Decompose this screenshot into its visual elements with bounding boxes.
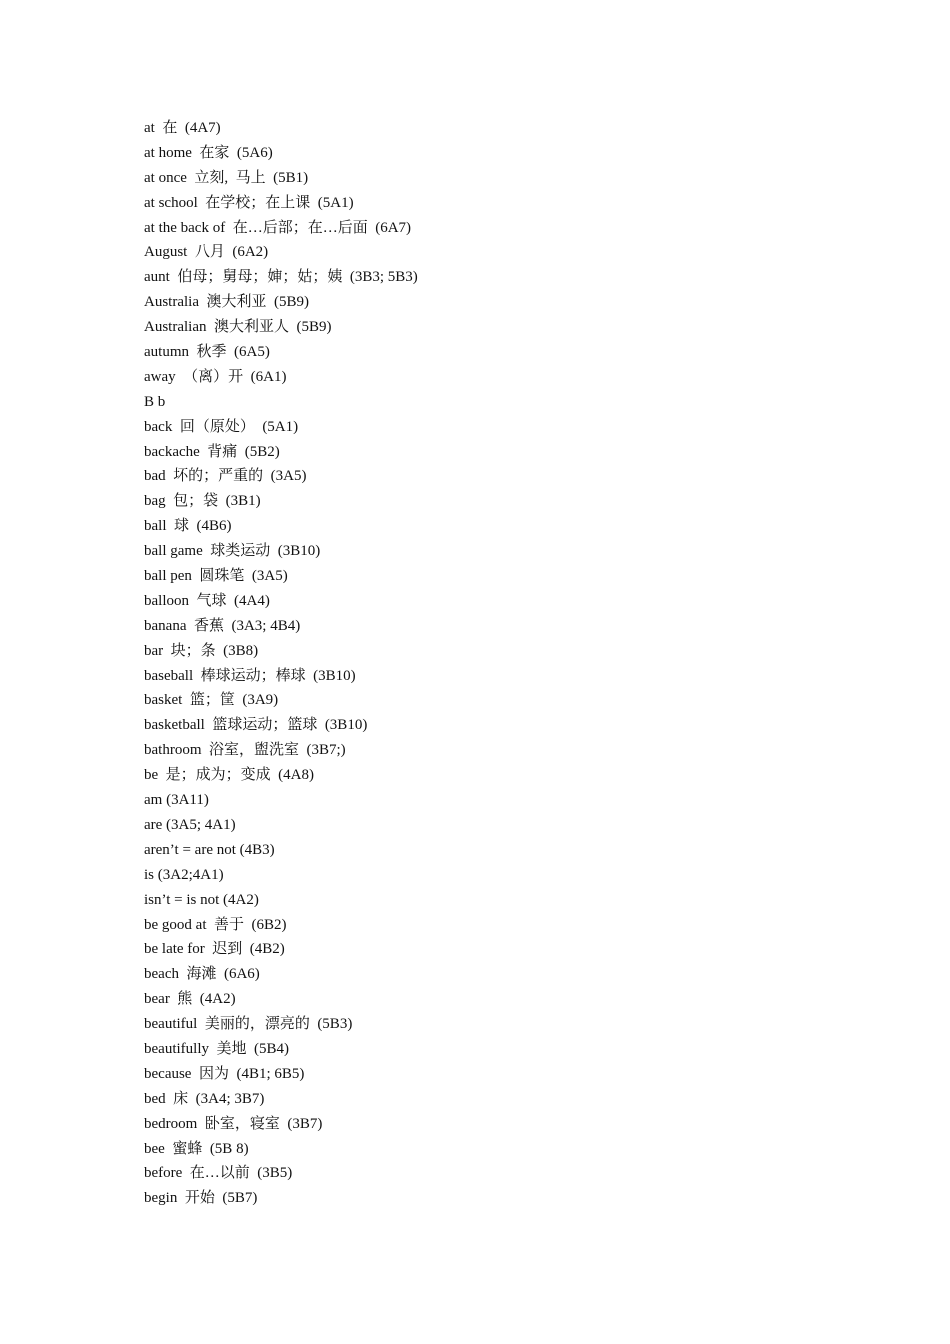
vocab-entry: Australia 澳大利亚 (5B9) (144, 294, 309, 311)
vocab-entry: back 回（原处） (5A1) (144, 418, 299, 435)
vocab-entry: bag 包；袋 (3B1) (144, 493, 261, 510)
vocab-entry: at home 在家 (5A6) (144, 144, 273, 161)
vocab-entry: are (3A5; 4A1) (144, 816, 236, 833)
vocab-entry: am (3A11) (144, 792, 209, 809)
vocab-entry: Australian 澳大利亚人 (5B9) (144, 319, 332, 336)
vocab-entry: balloon 气球 (4A4) (144, 592, 270, 609)
vocab-entry: aren’t = are not (4B3) (144, 841, 275, 858)
vocab-entry: bar 块；条 (3B8) (144, 642, 259, 659)
vocab-entry: at school 在学校；在上课 (5A1) (144, 194, 354, 211)
vocab-entry: autumn 秋季 (6A5) (144, 344, 270, 361)
vocab-entry: bee 蜜蜂 (5B 8) (144, 1140, 249, 1157)
vocab-entry: beautifully 美地 (5B4) (144, 1040, 289, 1057)
vocab-entry: away （离）开 (6A1) (144, 368, 287, 385)
vocab-entry: bad 坏的；严重的 (3A5) (144, 468, 307, 485)
vocab-entry: is (3A2;4A1) (144, 866, 224, 883)
vocab-entry: beach 海滩 (6A6) (144, 966, 260, 983)
vocab-entry: at 在 (4A7) (144, 120, 221, 136)
vocab-entry: be good at 善于 (6B2) (144, 916, 287, 933)
vocab-entry: basket 篮；筐 (3A9) (144, 692, 279, 709)
vocab-entry: backache 背痛 (5B2) (144, 443, 280, 460)
vocab-entry: at the back of 在…后部；在…后面 (6A7) (144, 219, 412, 236)
vocab-entry: basketball 篮球运动；篮球 (3B10) (144, 717, 368, 734)
vocabulary-list (144, 116, 904, 1211)
vocab-entry: banana 香蕉 (3A3; 4B4) (144, 617, 301, 634)
vocab-entry: ball game 球类运动 (3B10) (144, 543, 321, 560)
vocab-entry: bedroom 卧室，寝室 (3B7) (144, 1115, 323, 1132)
vocab-entry: be 是；成为；变成 (4A8) (144, 767, 314, 784)
vocab-entry: isn’t = is not (4A2) (144, 891, 259, 908)
vocab-entry: be late for 迟到 (4B2) (144, 941, 285, 958)
vocab-entry: August 八月 (6A2) (144, 244, 269, 261)
vocab-entry: ball pen 圆珠笔 (3A5) (144, 568, 288, 585)
vocab-entry: because 因为 (4B1; 6B5) (144, 1065, 305, 1082)
vocab-entry: aunt 伯母；舅母；婶；姑；姨 (3B3; 5B3) (144, 269, 418, 286)
vocab-entry: at once 立刻, 马上 (5B1) (144, 169, 309, 186)
vocab-entry: beautiful 美丽的，漂亮的 (5B3) (144, 1016, 353, 1033)
vocab-entry: bear 熊 (4A2) (144, 991, 236, 1008)
section-heading-b: B b (144, 393, 166, 410)
vocab-entry: before 在…以前 (3B5) (144, 1165, 293, 1182)
vocab-entry: baseball 棒球运动；棒球 (3B10) (144, 667, 356, 684)
vocab-entry: bathroom 浴室，盥洗室 (3B7;) (144, 742, 346, 759)
vocab-entry: begin 开始 (5B7) (144, 1190, 258, 1207)
vocab-entry: ball 球 (4B6) (144, 518, 232, 535)
vocab-entry: bed 床 (3A4; 3B7) (144, 1090, 265, 1107)
